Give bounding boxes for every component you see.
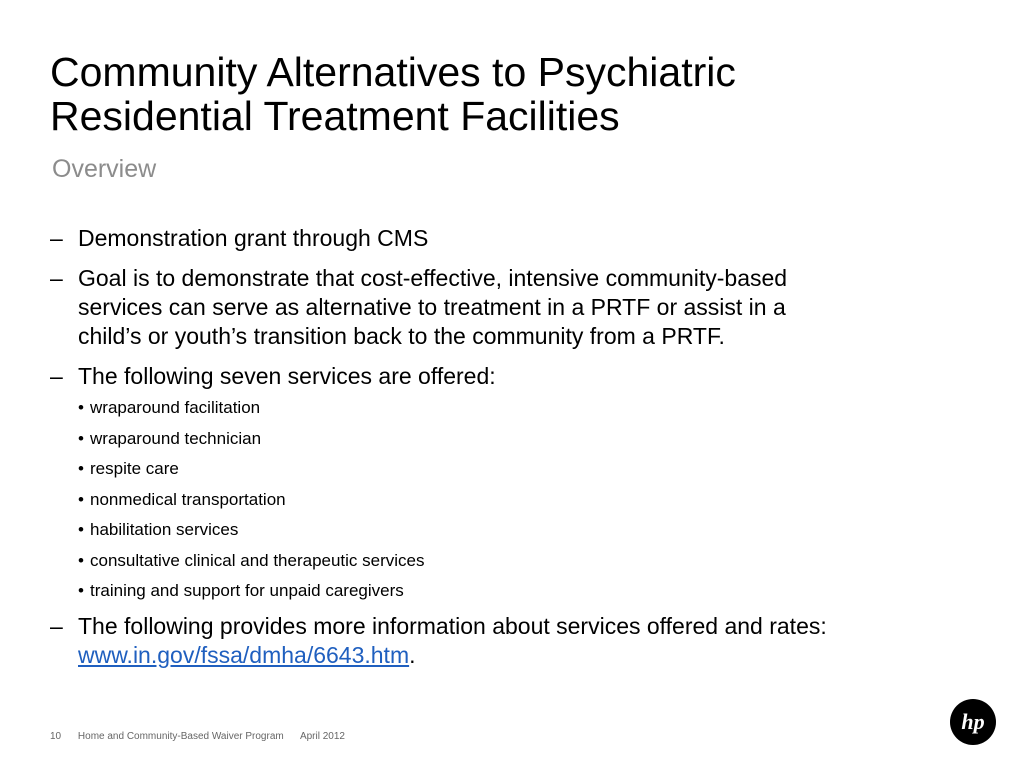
bullet-text-line-1: Goal is to demonstrate that cost-effective, intensive community-based (78, 265, 788, 291)
bullet-marker: • (78, 428, 84, 448)
slide-footer (50, 731, 359, 743)
link-line (78, 641, 1000, 670)
bullet-text-line-3: child’s or youth’s transition back to the community from a PRTF. (78, 323, 725, 349)
slide-title-line-2: Residential Treatment Facilities (50, 93, 620, 139)
bullet-marker: • (78, 520, 84, 539)
slide-title (50, 50, 990, 138)
bullet-text-line-2: services can serve as alternative to treatment in a PRTF or assist in a (78, 294, 786, 320)
footer-program: Home and Community-Based Waiver Program (77, 731, 284, 742)
service-item (78, 459, 1000, 479)
dash-marker: – (50, 363, 63, 389)
service-item (78, 551, 1000, 571)
bullet-marker: • (78, 581, 84, 600)
service-item (78, 398, 1000, 418)
services-list (78, 398, 1000, 601)
service-label: wraparound facilitation (90, 398, 261, 417)
dash-marker: – (50, 265, 63, 291)
service-item (78, 581, 1000, 601)
slide-content (50, 224, 1000, 681)
slide-title-line-1: Community Alternatives to Psychiatric (50, 49, 736, 95)
dash-marker: – (50, 612, 63, 639)
bullet-marker: • (78, 550, 84, 570)
dash-marker: – (50, 225, 63, 251)
hp-logo-text: hp (961, 709, 985, 734)
bullet-item-grant (50, 224, 1000, 253)
service-label: consultative clinical and therapeutic services (90, 550, 425, 570)
bullet-marker: • (78, 459, 84, 478)
bullet-text: The following seven services are offered: (78, 363, 496, 389)
service-label: nonmedical transportation (90, 489, 286, 509)
bullet-marker: • (78, 398, 84, 417)
service-item (78, 520, 1000, 540)
footer-date: April 2012 (299, 731, 345, 742)
service-item (78, 429, 1000, 449)
page-number: 10 (50, 731, 62, 742)
hp-logo-icon (949, 698, 997, 746)
bullet-item-services-intro (50, 362, 1000, 391)
rates-info-link[interactable]: www.in.gov/fssa/dmha/6643.htm (78, 641, 410, 668)
bullet-item-goal (50, 264, 1000, 351)
link-period: . (409, 641, 416, 668)
bullet-text: The following provides more information about services offered and rates: (78, 612, 827, 639)
service-label: training and support for unpaid caregivers (90, 581, 404, 600)
service-label: respite care (90, 459, 179, 478)
bullet-text: Demonstration grant through CMS (78, 225, 429, 251)
service-item (78, 490, 1000, 510)
service-label: wraparound technician (90, 428, 262, 448)
slide-subtitle: Overview (52, 155, 157, 183)
service-label: habilitation services (90, 520, 239, 539)
bullet-marker: • (78, 489, 84, 509)
bullet-item-more-info (50, 612, 1000, 670)
